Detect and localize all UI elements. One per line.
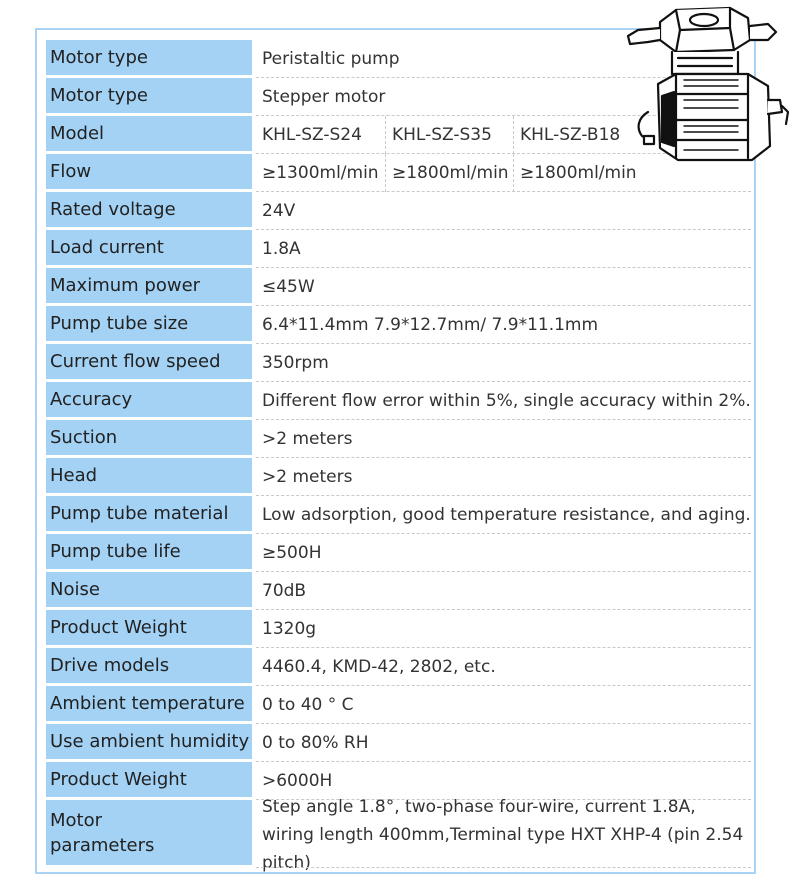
spec-row — [46, 686, 751, 724]
spec-row — [46, 572, 751, 610]
spec-row — [46, 344, 751, 382]
spec-row — [46, 306, 751, 344]
spec-label: Head — [46, 458, 252, 496]
spec-value: 0 to 40 ° C — [262, 695, 354, 715]
spec-label: Accuracy — [46, 382, 252, 420]
spec-value: ≥500H — [262, 543, 322, 563]
spec-row — [46, 458, 751, 496]
spec-value: Different flow error within 5%, single accuracy within 2%. — [262, 391, 751, 411]
spec-row — [46, 268, 751, 306]
spec-label: Load current — [46, 230, 252, 268]
flow-cell: ≥1800ml/min — [386, 154, 514, 192]
spec-value: ≤45W — [262, 277, 315, 297]
spec-row — [46, 648, 751, 686]
spec-value: >2 meters — [262, 467, 353, 487]
spec-label: Flow — [46, 154, 252, 192]
spec-label: Maximum power — [46, 268, 252, 306]
spec-value: 0 to 80% RH — [262, 733, 369, 753]
spec-label: Drive models — [46, 648, 252, 686]
spec-label: Product Weight — [46, 610, 252, 648]
spec-label: Pump tube life — [46, 534, 252, 572]
model-cell: KHL-SZ-S24 — [256, 116, 386, 154]
spec-value: 350rpm — [262, 353, 329, 373]
spec-label: Motor parameters — [46, 800, 252, 868]
spec-row — [46, 382, 751, 420]
spec-value: 6.4*11.4mm 7.9*12.7mm/ 7.9*11.1mm — [262, 315, 599, 335]
spec-row — [46, 610, 751, 648]
spec-label: Model — [46, 116, 252, 154]
spec-row — [46, 192, 751, 230]
spec-row — [46, 420, 751, 458]
model-cell: KHL-SZ-S35 — [386, 116, 514, 154]
spec-value: 1.8A — [262, 239, 301, 259]
peristaltic-pump-sketch-icon — [618, 0, 790, 170]
spec-label: Rated voltage — [46, 192, 252, 230]
spec-label: Ambient temperature — [46, 686, 252, 724]
spec-label: Pump tube size — [46, 306, 252, 344]
flow-cell: ≥1800ml/min — [520, 163, 637, 183]
spec-row — [46, 797, 751, 873]
flow-cell: ≥1300ml/min — [256, 154, 386, 192]
spec-label: Use ambient humidity — [46, 724, 252, 762]
spec-label: Motor type — [46, 40, 252, 78]
spec-label: Suction — [46, 420, 252, 458]
spec-row — [46, 496, 751, 534]
spec-value: 4460.4, KMD-42, 2802, etc. — [262, 657, 496, 677]
spec-value: 24V — [262, 201, 296, 221]
spec-value: 1320g — [262, 619, 317, 639]
spec-row — [46, 230, 751, 268]
spec-row — [46, 724, 751, 762]
spec-value: Low adsorption, good temperature resistance, and aging. — [262, 505, 751, 525]
model-cell: KHL-SZ-B18 — [520, 125, 621, 145]
spec-value: 70dB — [262, 581, 307, 601]
spec-label: Noise — [46, 572, 252, 610]
spec-value: >6000H — [262, 771, 333, 791]
spec-value: >2 meters — [262, 429, 353, 449]
spec-label: Current flow speed — [46, 344, 252, 382]
spec-label: Product Weight — [46, 762, 252, 800]
spec-row — [46, 534, 751, 572]
spec-label: Pump tube material — [46, 496, 252, 534]
spec-value: Peristaltic pump — [262, 49, 400, 69]
spec-value: Step angle 1.8°, two-phase four-wire, current 1.8A, wiring length 400mm,Terminal type HXT XHP-4 (pin 2.54 pitch) — [262, 797, 744, 873]
spec-value: Stepper motor — [262, 87, 386, 107]
spec-label: Motor type — [46, 78, 252, 116]
